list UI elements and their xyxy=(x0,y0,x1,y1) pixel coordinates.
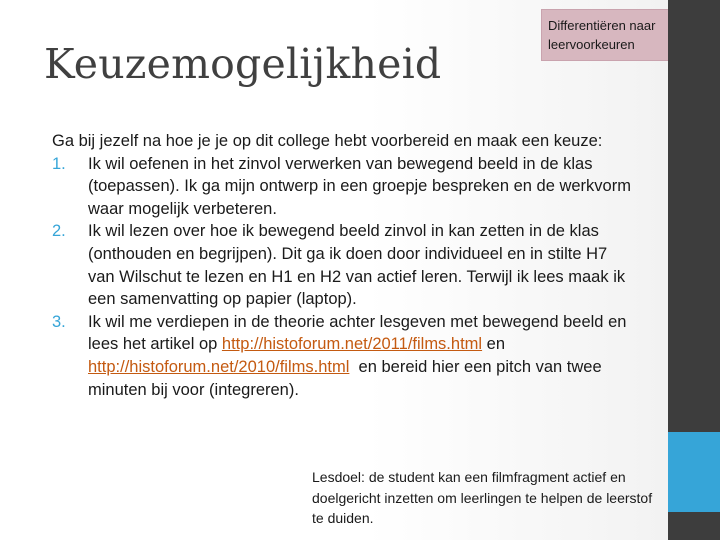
options-list xyxy=(52,153,632,402)
list-item xyxy=(52,311,632,401)
slide-body xyxy=(52,130,632,401)
list-item xyxy=(52,153,632,221)
slide-title: Keuzemogelijkheid xyxy=(44,40,442,88)
list-item xyxy=(52,220,632,310)
side-accent-block xyxy=(668,432,720,512)
list-number: 3. xyxy=(52,312,66,331)
list-number: 1. xyxy=(52,154,66,173)
list-item-text-middle: en xyxy=(482,335,506,354)
learning-goal: Lesdoel: de student kan een filmfragment actief en doelgericht inzetten om leerlingen te helpen de leerstof te duiden. xyxy=(312,469,653,527)
histoforum-2010-link[interactable]: http://histoforum.net/2010/films.html xyxy=(88,357,350,376)
histoforum-2011-link[interactable]: http://histoforum.net/2011/films.html xyxy=(221,335,483,354)
list-item-text: Ik wil oefenen in het zinvol verwerken van bewegend beeld in de klas (toepassen). Ik ga mijn ontwerp in een groepje bespreken en de werkvorm waar mogelijk verbeteren. xyxy=(88,154,631,218)
list-number: 2. xyxy=(52,222,66,241)
intro-text: Ga bij jezelf na hoe je je op dit college hebt voorbereid en maak een keuze: xyxy=(52,132,603,150)
list-item-text-start: Ik wil me verdiepen in de theorie achter lesgeven met bewegend beeld en lees het artikel op xyxy=(88,312,627,354)
list-item-text-end: en bereid hier een pitch van twee minuten bij voor (integreren). xyxy=(88,357,607,399)
list-item-text: Ik wil lezen over hoe ik bewegend beeld zinvol in kan zetten in de klas (onthouden en begrijpen). Dit ga ik doen door individueel en in stilte H7 van Wilschut te lezen en H1 en H2 van actief leren. Terwijl ik lees maak ik een samenvatting op papier (laptop). xyxy=(88,222,626,309)
topic-tag: Differentiëren naar leervoorkeuren xyxy=(541,9,677,61)
